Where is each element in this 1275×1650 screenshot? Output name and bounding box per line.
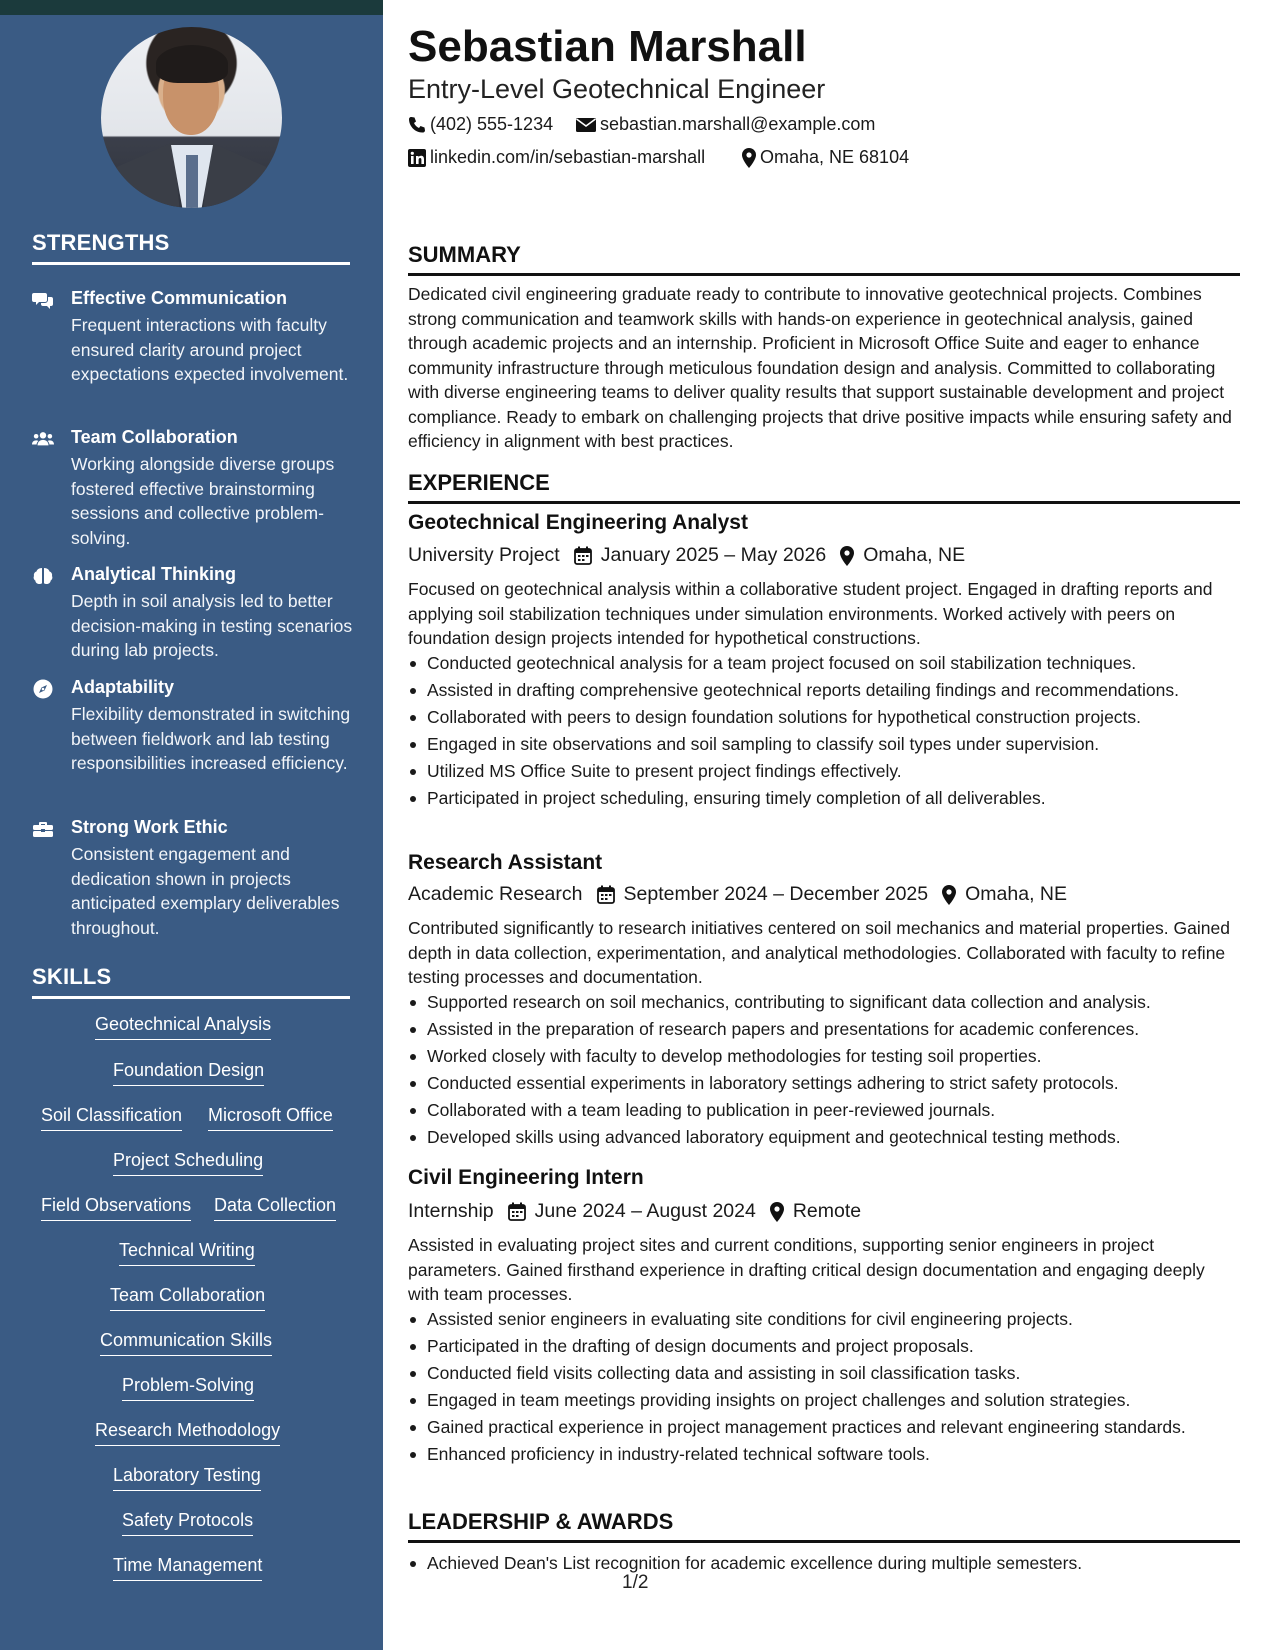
skill-tag: Technical Writing <box>119 1240 255 1266</box>
skill-tag: Time Management <box>113 1555 262 1581</box>
contact-phone[interactable] <box>408 114 553 135</box>
bullet-item: Conducted field visits collecting data and assisting in soil classification tasks. <box>408 1361 1240 1385</box>
map-marker-icon <box>742 148 756 168</box>
contact-linkedin[interactable] <box>408 147 705 168</box>
skills-heading: SKILLS <box>32 964 350 999</box>
map-marker-icon <box>840 546 854 566</box>
skill-tag: Team Collaboration <box>110 1285 265 1311</box>
candidate-name: Sebastian Marshall <box>408 22 807 71</box>
envelope-icon <box>576 117 596 133</box>
bullet-item: Assisted in the preparation of research papers and presentations for academic conferences. <box>408 1017 1240 1041</box>
strength-title: Adaptability <box>71 677 175 697</box>
comments-icon <box>32 291 54 309</box>
strength-desc: Depth in soil analysis led to better decision-making in testing scenarios during lab projects. <box>71 591 353 660</box>
job-meta <box>408 1200 861 1223</box>
skill-tag: Field Observations <box>41 1195 191 1221</box>
skill-tag: Project Scheduling <box>113 1150 263 1176</box>
linkedin-text: linkedin.com/in/sebastian-marshall <box>430 147 706 167</box>
job-description: Focused on geotechnical analysis within a collaborative student project. Engaged in drafting reports and applying soil stabilization techniques under simulation environments. Worked actively with peers on foundation design projects intended for hypothetical constructions. <box>408 579 1213 648</box>
bullet-item: Engaged in site observations and soil sampling to classify soil types under supervision. <box>408 732 1240 756</box>
job-bullets <box>408 990 1240 1152</box>
job-meta <box>408 544 965 567</box>
profile-photo <box>101 27 282 208</box>
job-title: Geotechnical Engineering Analyst <box>408 511 748 534</box>
map-marker-icon <box>942 885 956 905</box>
skill-tag: Microsoft Office <box>208 1105 333 1131</box>
sidebar-top-bar <box>0 0 383 15</box>
strength-title: Analytical Thinking <box>71 564 237 584</box>
bullet-item: Conducted essential experiments in laboratory settings adhering to strict safety protocols. <box>408 1071 1240 1095</box>
job-title: Research Assistant <box>408 851 603 874</box>
location-text: Omaha, NE 68104 <box>760 147 910 167</box>
bullet-item: Assisted senior engineers in evaluating site conditions for civil engineering projects. <box>408 1307 1240 1331</box>
compass-icon <box>32 680 54 698</box>
bullet-item: Collaborated with a team leading to publication in peer-reviewed journals. <box>408 1098 1240 1122</box>
skill-tag: Research Methodology <box>95 1420 280 1446</box>
strength-title: Team Collaboration <box>71 427 238 447</box>
bullet-item: Gained practical experience in project management practices and relevant engineering standards. <box>408 1415 1240 1439</box>
job-meta <box>408 883 1067 906</box>
bullet-item: Assisted in drafting comprehensive geotechnical reports detailing findings and recommendations. <box>408 678 1240 702</box>
calendar-icon <box>597 885 615 904</box>
sidebar <box>0 0 383 1650</box>
candidate-title: Entry-Level Geotechnical Engineer <box>408 74 826 104</box>
briefcase-icon <box>32 820 54 838</box>
contact-email[interactable] <box>576 114 875 135</box>
bullet-item: Engaged in team meetings providing insights on project challenges and solution strategies. <box>408 1388 1240 1412</box>
contact-location <box>742 147 909 168</box>
bullet-item: Enhanced proficiency in industry-related technical software tools. <box>408 1442 1240 1466</box>
strength-desc: Frequent interactions with faculty ensured clarity around project expectations expected involvement. <box>71 315 349 384</box>
bullet-item: Developed skills using advanced laboratory equipment and geotechnical testing methods. <box>408 1125 1240 1149</box>
job-title: Civil Engineering Intern <box>408 1166 644 1189</box>
strength-desc: Working alongside diverse groups fostered effective brainstorming sessions and collective problem-solving. <box>71 454 335 548</box>
skill-tag: Foundation Design <box>113 1060 264 1086</box>
skill-tag: Soil Classification <box>41 1105 182 1131</box>
experience-heading: EXPERIENCE <box>408 470 1240 504</box>
page-number: 1/2 <box>622 1572 649 1593</box>
job-description: Contributed significantly to research initiatives centered on soil mechanics and material properties. Gained depth in data collection, experimentation, and analytical methodologies. Collaborated with faculty to refine testing processes and documentation. <box>408 918 1230 987</box>
calendar-icon <box>508 1202 526 1221</box>
job-dates: September 2024 – December 2025 <box>623 883 929 905</box>
linkedin-icon <box>408 149 426 167</box>
skill-tag: Geotechnical Analysis <box>95 1014 271 1040</box>
leadership-bullets <box>408 1551 1240 1578</box>
skill-tag: Data Collection <box>214 1195 336 1221</box>
summary-text: Dedicated civil engineering graduate ready to contribute to innovative geotechnical projects. Combines strong communication and teamwork skills with hands-on experience in geotechnical analysis, gained through academic projects and an internship. Proficient in Microsoft Office Suite and eager to enhance community infrastructure through meticulous foundation design and analysis. Committed to collaborating with diverse engineering teams to deliver quality results that support sustainable development and project compliance. Ready to embark on challenging projects that drive positive impacts while ensuring safety and efficiency in alignment with best practices. <box>408 284 1232 451</box>
job-org: Academic Research <box>408 883 583 905</box>
email-text: sebastian.marshall@example.com <box>600 114 876 134</box>
calendar-icon <box>574 546 592 565</box>
strength-title: Effective Communication <box>71 288 288 308</box>
job-dates: January 2025 – May 2026 <box>600 544 827 566</box>
phone-icon <box>408 116 426 134</box>
bullet-item: Participated in the drafting of design documents and project proposals. <box>408 1334 1240 1358</box>
job-bullets <box>408 1307 1240 1469</box>
job-org: University Project <box>408 544 560 566</box>
skill-tag: Laboratory Testing <box>113 1465 261 1491</box>
bullet-item: Participated in project scheduling, ensuring timely completion of all deliverables. <box>408 786 1240 810</box>
job-org: Internship <box>408 1200 494 1222</box>
bullet-item: Utilized MS Office Suite to present project findings effectively. <box>408 759 1240 783</box>
job-dates: June 2024 – August 2024 <box>534 1200 756 1222</box>
job-bullets <box>408 651 1240 813</box>
phone-text: (402) 555-1234 <box>430 114 554 134</box>
leadership-heading: LEADERSHIP & AWARDS <box>408 1509 1240 1543</box>
bullet-item: Worked closely with faculty to develop methodologies for testing soil properties. <box>408 1044 1240 1068</box>
users-icon <box>32 430 54 448</box>
job-location: Omaha, NE <box>863 544 966 566</box>
bullet-item: Achieved Dean's List recognition for academic excellence during multiple semesters. <box>408 1551 1240 1575</box>
skill-tag: Communication Skills <box>100 1330 272 1356</box>
map-marker-icon <box>770 1202 784 1222</box>
job-location: Remote <box>792 1200 862 1222</box>
skill-tag: Safety Protocols <box>122 1510 253 1536</box>
strength-desc: Consistent engagement and dedication shown in projects anticipated exemplary deliverables throughout. <box>71 844 340 938</box>
summary-heading: SUMMARY <box>408 242 1240 276</box>
brain-icon <box>32 567 54 585</box>
bullet-item: Conducted geotechnical analysis for a team project focused on soil stabilization techniques. <box>408 651 1240 675</box>
job-location: Omaha, NE <box>965 883 1067 905</box>
skill-tag: Problem-Solving <box>122 1375 254 1401</box>
bullet-item: Supported research on soil mechanics, contributing to significant data collection and analysis. <box>408 990 1240 1014</box>
strength-title: Strong Work Ethic <box>71 817 228 837</box>
strengths-heading: STRENGTHS <box>32 230 350 265</box>
strength-desc: Flexibility demonstrated in switching between fieldwork and lab testing responsibilities increased efficiency. <box>71 704 351 773</box>
bullet-item: Collaborated with peers to design foundation solutions for hypothetical construction projects. <box>408 705 1240 729</box>
job-description: Assisted in evaluating project sites and current conditions, supporting senior engineers in project parameters. Gained firsthand experience in drafting critical design documentation and engaging deeply with team processes. <box>408 1235 1205 1304</box>
